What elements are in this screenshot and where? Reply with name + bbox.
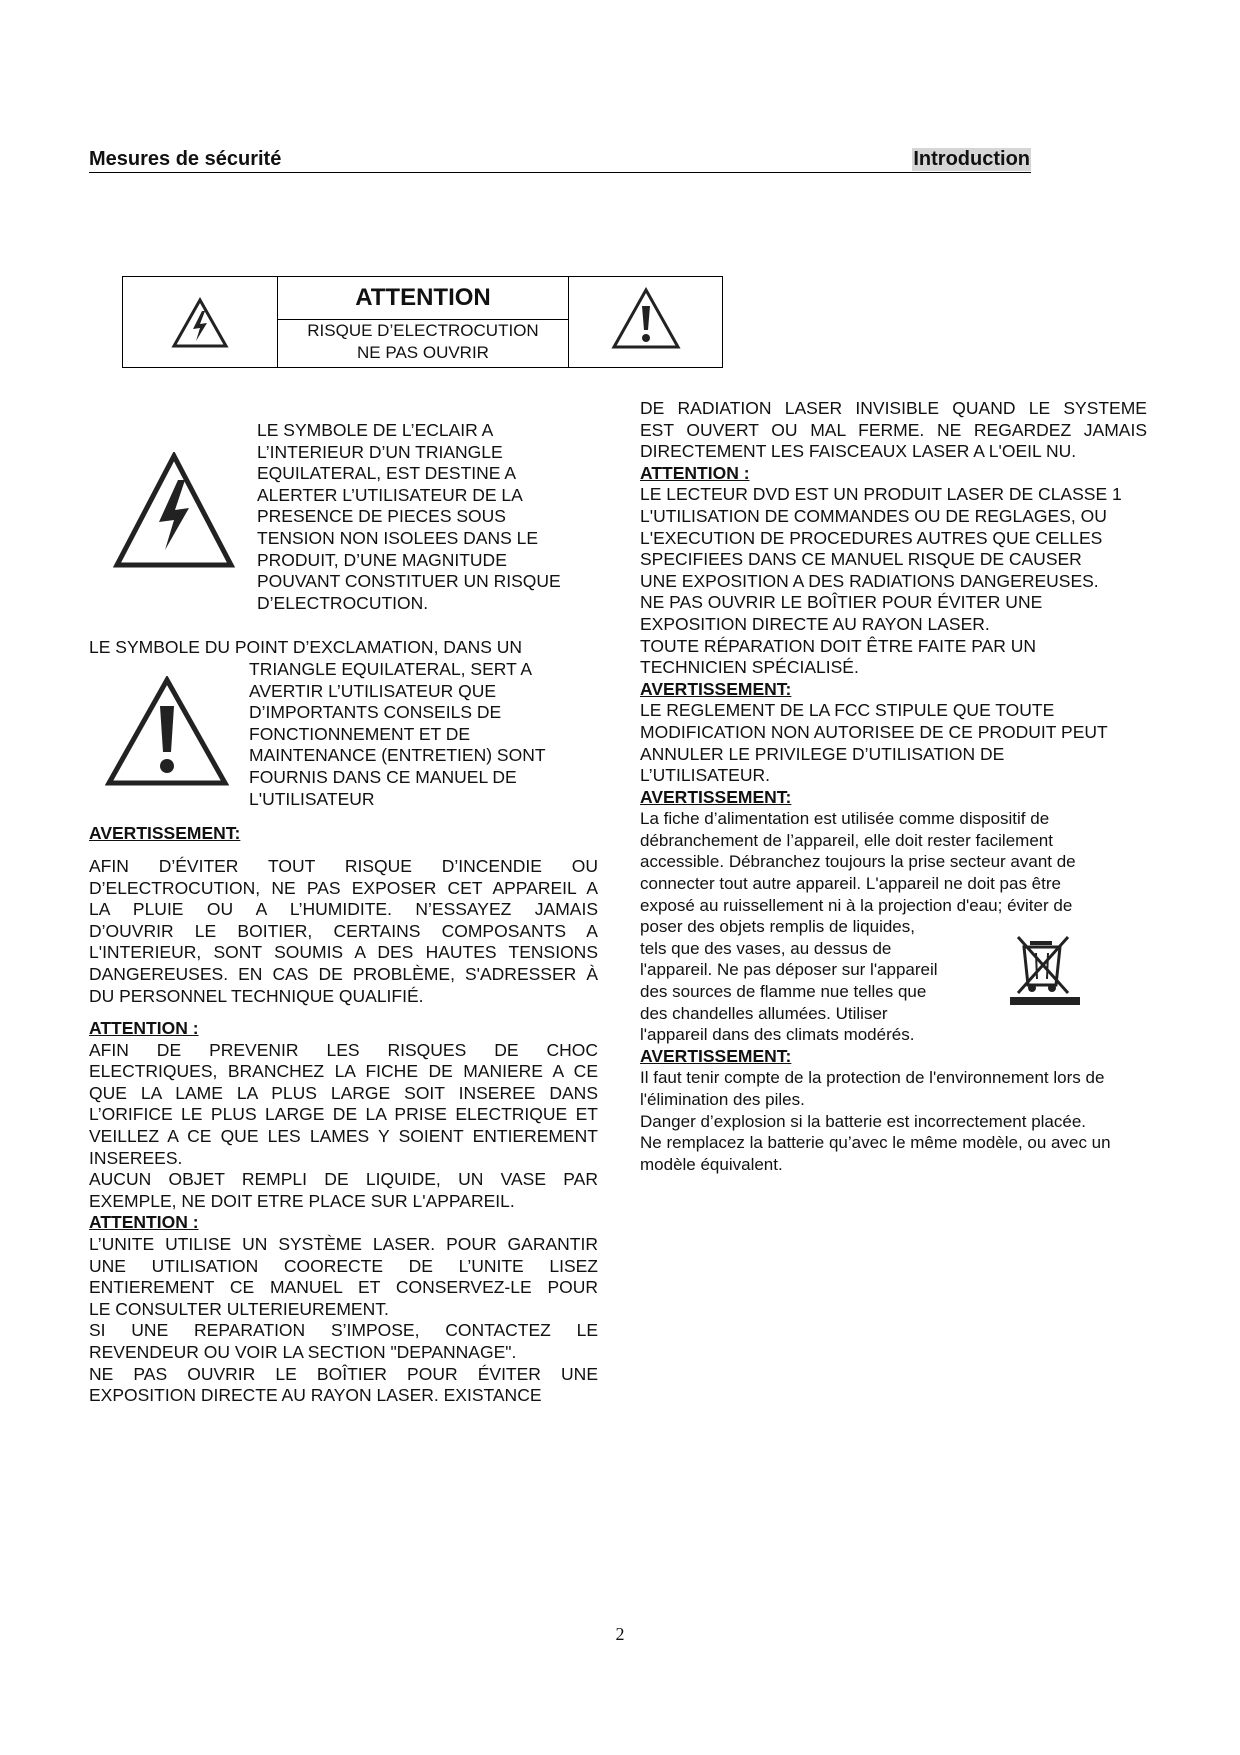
text-line: D’IMPORTANTS CONSEILS DE xyxy=(249,702,502,723)
text-line: des chandelles allumées. Utiliser xyxy=(640,1003,888,1023)
attention-heading: ATTENTION : xyxy=(89,1018,199,1038)
text-line: EQUILATERAL, EST DESTINE A xyxy=(257,463,517,484)
text-line: L'INTERIEUR, SONT SOUMIS A DES HAUTES TENSIONS xyxy=(89,942,598,963)
text-line: TENSION NON ISOLEES DANS LE xyxy=(257,527,539,548)
attention-heading: ATTENTION : xyxy=(640,462,750,483)
text-line: FONCTIONNEMENT ET DE xyxy=(249,723,471,744)
section-title: Mesures de sécurité xyxy=(89,148,282,170)
text-line: NE PAS OUVRIR LE BOÎTIER POUR ÉVITER UNE xyxy=(640,592,1043,613)
text-line: ELECTRIQUES, BRANCHEZ LA FICHE DE MANIERE A CE xyxy=(89,1061,598,1082)
text-line: L'UTILISATION DE COMMANDES OU DE REGLAGES, OU xyxy=(640,505,1107,526)
exclamation-first-line: LE SYMBOLE DU POINT D’EXCLAMATION, DANS UN xyxy=(89,637,523,657)
text-line: DIRECTEMENT LES FAISCEAUX LASER A L'OEIL NU. xyxy=(640,441,1077,462)
text-line: D’ELECTROCUTION, NE PAS EXPOSER CET APPAREIL A xyxy=(89,877,598,898)
text-line: NE PAS OUVRIR LE BOÎTIER POUR ÉVITER UNE xyxy=(89,1363,598,1384)
text-line: VEILLEZ A CE QUE LES LAMES Y SOIENT ENTIEREMENT xyxy=(89,1125,598,1146)
text-line: DU PERSONNEL TECHNIQUE QUALIFIÉ. xyxy=(89,985,424,1006)
warning-heading: AVERTISSEMENT: xyxy=(89,823,241,843)
page-header xyxy=(89,146,1031,173)
text-line: PRODUIT, D’UNE MAGNITUDE xyxy=(257,549,507,570)
text-line: L'EXECUTION DE PROCEDURES AUTRES QUE CELLES xyxy=(640,527,1103,548)
warning-paragraph xyxy=(89,856,598,1007)
text-line: connecter tout autre appareil. L'appareil ne doit pas être xyxy=(640,874,1061,894)
crossed-out-bin-icon xyxy=(1010,933,1080,1007)
text-line: AFIN DE PREVENIR LES RISQUES DE CHOC xyxy=(89,1039,598,1060)
lightning-triangle-icon xyxy=(171,297,229,349)
text-line: SI UNE REPARATION S’IMPOSE, CONTACTEZ LE xyxy=(89,1320,598,1341)
attention-box xyxy=(122,276,723,368)
text-line: l'appareil dans des climats modérés. xyxy=(640,1025,915,1045)
text-line: QUE LA LAME LA PLUS LARGE SOIT INSEREE DANS xyxy=(89,1082,598,1103)
text-line: LE CONSULTER ULTERIEUREMENT. xyxy=(89,1298,389,1319)
text-line: INSEREES. xyxy=(89,1147,183,1168)
warning-heading: AVERTISSEMENT: xyxy=(640,678,792,699)
text-line: LE REGLEMENT DE LA FCC STIPULE QUE TOUTE xyxy=(640,700,1055,721)
exclamation-triangle-icon xyxy=(105,676,229,788)
text-line: LE SYMBOLE DE L’ECLAIR A xyxy=(257,420,494,440)
text-line: tels que des vases, au dessus de xyxy=(640,938,892,958)
text-line: Danger d’explosion si la batterie est incorrectement placée. xyxy=(640,1111,1087,1131)
text-line: UNE EXPOSITION A DES RADIATIONS DANGEREUSES. xyxy=(640,570,1099,591)
attention-line-2: NE PAS OUVRIR xyxy=(357,343,489,362)
text-line: TECHNICIEN SPÉCIALISÉ. xyxy=(640,657,859,678)
text-line: DANGEREUSES. EN CAS DE PROBLÈME, S'ADRESSER À xyxy=(89,963,598,984)
text-line: l'appareil. Ne pas déposer sur l'appareil xyxy=(640,960,938,980)
lightning-triangle-icon xyxy=(113,452,235,570)
text-line: MODIFICATION NON AUTORISEE DE CE PRODUIT PEUT xyxy=(640,721,1108,742)
text-line: EXEMPLE, NE DOIT ETRE PLACE SUR L'APPAREIL. xyxy=(89,1190,515,1211)
text-line: AFIN D’ÉVITER TOUT RISQUE D’INCENDIE OU xyxy=(89,856,598,876)
attention-section xyxy=(89,1018,598,1407)
text-line: EST OUVERT OU MAL FERME. NE REGARDEZ JAMAIS xyxy=(640,419,1147,440)
text-line: exposé au ruissellement ni à la projection d'eau; éviter de xyxy=(640,895,1073,915)
text-line: TRIANGLE EQUILATERAL, SERT A xyxy=(249,659,533,679)
text-line: D’ELECTROCUTION. xyxy=(257,592,429,613)
text-line: Il faut tenir compte de la protection de l'environnement lors de xyxy=(640,1068,1105,1088)
attention-right-cell xyxy=(568,277,722,367)
text-line: POUVANT CONSTITUER UN RISQUE xyxy=(257,571,561,592)
text-line: l'élimination des piles. xyxy=(640,1090,805,1109)
text-line: débranchement de l’appareil, elle doit rester facilement xyxy=(640,830,1053,850)
text-line: ANNULER LE PRIVILEGE D’UTILISATION DE xyxy=(640,743,1005,764)
text-line: EXPOSITION DIRECTE AU RAYON LASER. xyxy=(640,613,990,634)
page-number: 2 xyxy=(615,1624,625,1644)
attention-left-cell xyxy=(123,277,278,367)
exclamation-description xyxy=(249,659,589,810)
text-line: D’OUVRIR LE BOITIER, CERTAINS COMPOSANTS A xyxy=(89,920,598,941)
text-line: SPECIFIEES DANS CE MANUEL RISQUE DE CAUSER xyxy=(640,549,1082,570)
warning-heading: AVERTISSEMENT: xyxy=(640,1045,792,1066)
right-column-text xyxy=(640,398,1147,1175)
text-line: LA PLUIE OU A L’HUMIDITE. N’ESSAYEZ JAMAIS xyxy=(89,899,598,920)
text-line: Ne remplacez la batterie qu’avec le même modèle, ou avec un xyxy=(640,1133,1111,1153)
attention-heading: ATTENTION : xyxy=(89,1212,199,1233)
text-line: MAINTENANCE (ENTRETIEN) SONT xyxy=(249,745,546,766)
exclamation-triangle-icon xyxy=(611,287,681,351)
text-line: L’ORIFICE LE PLUS LARGE DE LA PRISE ELECTRIQUE ET xyxy=(89,1104,598,1125)
text-line: L’INTERIEUR D’UN TRIANGLE xyxy=(257,441,503,462)
text-line: EXPOSITION DIRECTE AU RAYON LASER. EXISTANCE xyxy=(89,1385,542,1406)
text-line: AVERTIR L’UTILISATEUR QUE xyxy=(249,680,496,701)
attention-line-1: RISQUE D’ELECTROCUTION xyxy=(307,321,539,340)
text-line: FOURNIS DANS CE MANUEL DE xyxy=(249,766,517,787)
text-line: DE RADIATION LASER INVISIBLE QUAND LE SYSTEME xyxy=(640,398,1147,418)
text-line: L'UTILISATEUR xyxy=(249,788,375,809)
text-line: ENTIEREMENT CE MANUEL ET CONSERVEZ-LE POUR xyxy=(89,1277,598,1298)
text-line: des sources de flamme nue telles que xyxy=(640,982,927,1002)
text-line: AUCUN OBJET REMPLI DE LIQUIDE, UN VASE PAR xyxy=(89,1169,598,1190)
text-line: UNE UTILISATION COORECTE DE L’UNITE LISEZ xyxy=(89,1255,598,1276)
text-line: L’UTILISATEUR. xyxy=(640,765,770,786)
chapter-title: Introduction xyxy=(913,148,1030,170)
text-line: TOUTE RÉPARATION DOIT ÊTRE FAITE PAR UN xyxy=(640,635,1037,656)
attention-title: ATTENTION xyxy=(278,277,568,320)
text-line: poser des objets remplis de liquides, xyxy=(640,917,915,937)
attention-subtitle xyxy=(278,320,568,364)
text-line: ALERTER L’UTILISATEUR DE LA xyxy=(257,484,523,505)
text-line: PRESENCE DE PIECES SOUS xyxy=(257,506,506,527)
text-line: La fiche d’alimentation est utilisée comme dispositif de xyxy=(640,809,1050,829)
text-line: REVENDEUR OU VOIR LA SECTION "DEPANNAGE". xyxy=(89,1341,517,1362)
text-line: L’UNITE UTILISE UN SYSTÈME LASER. POUR GARANTIR xyxy=(89,1233,598,1254)
text-line: LE LECTEUR DVD EST UN PRODUIT LASER DE CLASSE 1 xyxy=(640,484,1122,505)
text-line: modèle équivalent. xyxy=(640,1154,783,1174)
warning-heading: AVERTISSEMENT: xyxy=(640,786,792,807)
lightning-description xyxy=(257,420,597,614)
attention-center-cell xyxy=(278,277,568,367)
text-line: accessible. Débranchez toujours la prise secteur avant de xyxy=(640,852,1076,872)
